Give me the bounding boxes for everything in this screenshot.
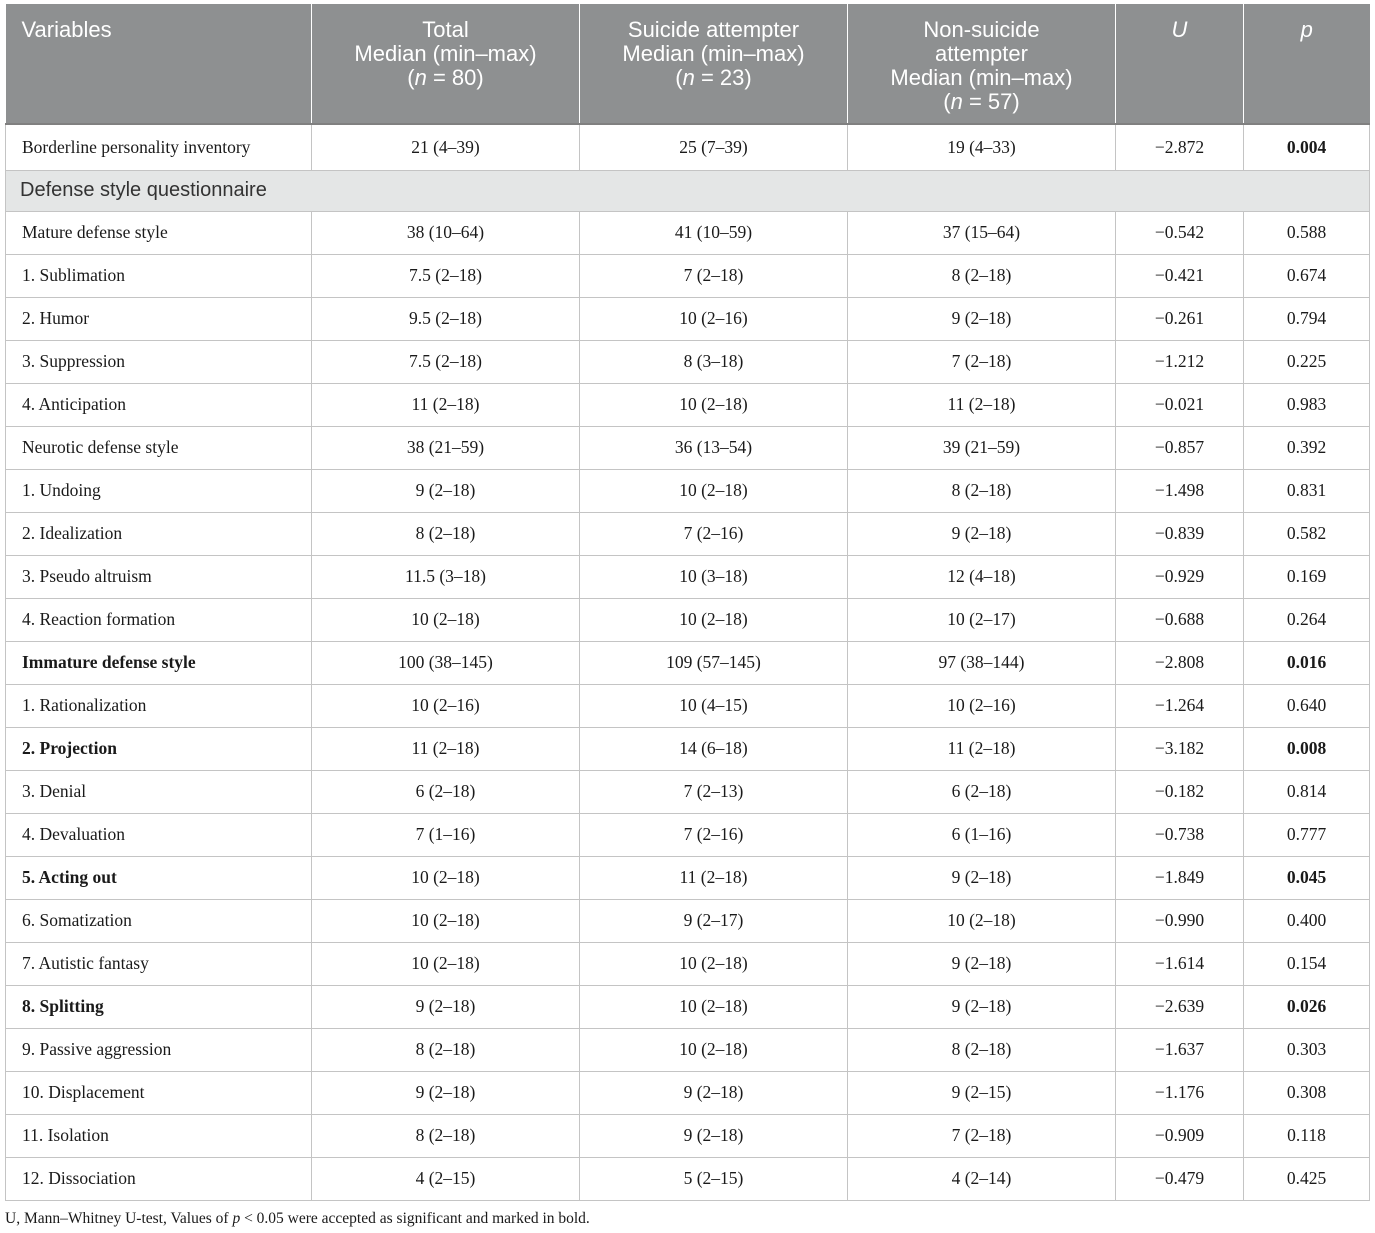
table-row [6,124,1370,170]
total-cell: 10 (2–18) [312,598,580,641]
table-row [6,297,1370,340]
variable-cell: 1. Rationalization [6,684,312,727]
variable-cell: 1. Sublimation [6,254,312,297]
table-row [6,1114,1370,1157]
non-attempter-cell: 8 (2–18) [848,469,1116,512]
total-cell: 21 (4–39) [312,124,580,170]
results-table [5,4,1370,1201]
p-cell: 0.400 [1244,899,1370,942]
attempter-cell: 10 (2–16) [580,297,848,340]
table-body [6,124,1370,1200]
non-attempter-cell: 10 (2–16) [848,684,1116,727]
non-attempter-cell: 9 (2–18) [848,512,1116,555]
attempter-cell: 7 (2–16) [580,512,848,555]
non-attempter-cell: 37 (15–64) [848,211,1116,254]
attempter-cell: 9 (2–17) [580,899,848,942]
p-cell: 0.308 [1244,1071,1370,1114]
total-cell: 8 (2–18) [312,512,580,555]
u-cell: −1.637 [1116,1028,1244,1071]
variable-cell: 8. Splitting [6,985,312,1028]
table-row [6,1028,1370,1071]
p-cell: 0.118 [1244,1114,1370,1157]
non-attempter-cell: 9 (2–18) [848,856,1116,899]
u-cell: −0.688 [1116,598,1244,641]
attempter-cell: 109 (57–145) [580,641,848,684]
u-cell: −1.498 [1116,469,1244,512]
u-cell: −1.614 [1116,942,1244,985]
u-cell: −0.857 [1116,426,1244,469]
table-row [6,426,1370,469]
table-row [6,254,1370,297]
table-row [6,856,1370,899]
table-row [6,899,1370,942]
variable-cell: 11. Isolation [6,1114,312,1157]
non-attempter-cell: 11 (2–18) [848,727,1116,770]
variable-cell: 3. Denial [6,770,312,813]
variable-cell: Borderline personality inventory [6,124,312,170]
total-cell: 7.5 (2–18) [312,254,580,297]
non-attempter-cell: 9 (2–18) [848,985,1116,1028]
total-cell: 10 (2–18) [312,856,580,899]
total-cell: 11 (2–18) [312,727,580,770]
total-cell: 11.5 (3–18) [312,555,580,598]
total-cell: 38 (21–59) [312,426,580,469]
u-cell: −2.639 [1116,985,1244,1028]
attempter-cell: 14 (6–18) [580,727,848,770]
variable-cell: 5. Acting out [6,856,312,899]
table-row [6,1071,1370,1114]
variable-cell: Mature defense style [6,211,312,254]
header-suicide-attempter: Suicide attempter Median (min–max) (n = 23) [580,4,848,124]
variable-cell: 9. Passive aggression [6,1028,312,1071]
attempter-cell: 9 (2–18) [580,1114,848,1157]
p-cell: 0.794 [1244,297,1370,340]
non-attempter-cell: 11 (2–18) [848,383,1116,426]
p-cell: 0.582 [1244,512,1370,555]
variable-cell: 10. Displacement [6,1071,312,1114]
total-cell: 100 (38–145) [312,641,580,684]
attempter-cell: 7 (2–13) [580,770,848,813]
variable-cell: Neurotic defense style [6,426,312,469]
table-row [6,813,1370,856]
u-cell: −1.264 [1116,684,1244,727]
table-header [6,4,1370,124]
u-cell: −1.212 [1116,340,1244,383]
total-cell: 9.5 (2–18) [312,297,580,340]
non-attempter-cell: 9 (2–15) [848,1071,1116,1114]
p-cell: 0.425 [1244,1157,1370,1200]
p-cell: 0.640 [1244,684,1370,727]
table-row [6,985,1370,1028]
p-cell: 0.392 [1244,426,1370,469]
u-cell: −0.929 [1116,555,1244,598]
total-cell: 6 (2–18) [312,770,580,813]
attempter-cell: 10 (2–18) [580,985,848,1028]
attempter-cell: 5 (2–15) [580,1157,848,1200]
attempter-cell: 7 (2–18) [580,254,848,297]
u-cell: −0.421 [1116,254,1244,297]
total-cell: 9 (2–18) [312,1071,580,1114]
total-cell: 8 (2–18) [312,1028,580,1071]
variable-cell: 4. Reaction formation [6,598,312,641]
variable-cell: Immature defense style [6,641,312,684]
table-row [6,942,1370,985]
attempter-cell: 10 (2–18) [580,942,848,985]
variable-cell: 7. Autistic fantasy [6,942,312,985]
p-cell: 0.814 [1244,770,1370,813]
section-row [6,170,1370,211]
total-cell: 8 (2–18) [312,1114,580,1157]
total-cell: 9 (2–18) [312,469,580,512]
attempter-cell: 25 (7–39) [580,124,848,170]
header-variables: Variables [6,4,312,124]
non-attempter-cell: 6 (2–18) [848,770,1116,813]
u-cell: −0.182 [1116,770,1244,813]
u-cell: −2.808 [1116,641,1244,684]
attempter-cell: 10 (2–18) [580,598,848,641]
u-cell: −2.872 [1116,124,1244,170]
total-cell: 7.5 (2–18) [312,340,580,383]
non-attempter-cell: 9 (2–18) [848,297,1116,340]
attempter-cell: 10 (2–18) [580,1028,848,1071]
attempter-cell: 9 (2–18) [580,1071,848,1114]
p-cell: 0.303 [1244,1028,1370,1071]
table-row [6,383,1370,426]
variable-cell: 12. Dissociation [6,1157,312,1200]
non-attempter-cell: 19 (4–33) [848,124,1116,170]
p-cell: 0.264 [1244,598,1370,641]
attempter-cell: 8 (3–18) [580,340,848,383]
table-row [6,512,1370,555]
variable-cell: 3. Suppression [6,340,312,383]
non-attempter-cell: 6 (1–16) [848,813,1116,856]
variable-cell: 1. Undoing [6,469,312,512]
attempter-cell: 10 (4–15) [580,684,848,727]
table-row [6,340,1370,383]
table-row [6,727,1370,770]
non-attempter-cell: 7 (2–18) [848,340,1116,383]
u-cell: −0.738 [1116,813,1244,856]
non-attempter-cell: 10 (2–17) [848,598,1116,641]
total-cell: 10 (2–16) [312,684,580,727]
variable-cell: 4. Devaluation [6,813,312,856]
total-cell: 10 (2–18) [312,899,580,942]
p-cell: 0.016 [1244,641,1370,684]
p-cell: 0.777 [1244,813,1370,856]
total-cell: 10 (2–18) [312,942,580,985]
non-attempter-cell: 7 (2–18) [848,1114,1116,1157]
header-non-suicide-attempter: Non-suicide attempter Median (min–max) (n = 57) [848,4,1116,124]
table-row [6,211,1370,254]
table-row [6,641,1370,684]
section-label: Defense style questionnaire [6,170,1370,211]
u-cell: −0.839 [1116,512,1244,555]
u-cell: −1.849 [1116,856,1244,899]
non-attempter-cell: 9 (2–18) [848,942,1116,985]
table-footnote: U, Mann–Whitney U-test, Values of p < 0.05 were accepted as significant and marked in bold. [5,1210,590,1227]
non-attempter-cell: 97 (38–144) [848,641,1116,684]
variable-cell: 3. Pseudo altruism [6,555,312,598]
non-attempter-cell: 8 (2–18) [848,254,1116,297]
total-cell: 4 (2–15) [312,1157,580,1200]
non-attempter-cell: 12 (4–18) [848,555,1116,598]
non-attempter-cell: 39 (21–59) [848,426,1116,469]
attempter-cell: 10 (3–18) [580,555,848,598]
table-row [6,555,1370,598]
total-cell: 9 (2–18) [312,985,580,1028]
attempter-cell: 36 (13–54) [580,426,848,469]
p-cell: 0.008 [1244,727,1370,770]
total-cell: 11 (2–18) [312,383,580,426]
p-cell: 0.169 [1244,555,1370,598]
p-cell: 0.045 [1244,856,1370,899]
p-cell: 0.225 [1244,340,1370,383]
variable-cell: 2. Idealization [6,512,312,555]
attempter-cell: 41 (10–59) [580,211,848,254]
non-attempter-cell: 10 (2–18) [848,899,1116,942]
attempter-cell: 7 (2–16) [580,813,848,856]
variable-cell: 2. Humor [6,297,312,340]
attempter-cell: 10 (2–18) [580,469,848,512]
variable-cell: 2. Projection [6,727,312,770]
attempter-cell: 10 (2–18) [580,383,848,426]
u-cell: −0.479 [1116,1157,1244,1200]
p-cell: 0.983 [1244,383,1370,426]
variable-cell: 4. Anticipation [6,383,312,426]
table-row [6,469,1370,512]
total-cell: 38 (10–64) [312,211,580,254]
p-cell: 0.026 [1244,985,1370,1028]
table-row [6,598,1370,641]
non-attempter-cell: 4 (2–14) [848,1157,1116,1200]
non-attempter-cell: 8 (2–18) [848,1028,1116,1071]
p-cell: 0.004 [1244,124,1370,170]
u-cell: −1.176 [1116,1071,1244,1114]
attempter-cell: 11 (2–18) [580,856,848,899]
u-cell: −0.261 [1116,297,1244,340]
total-cell: 7 (1–16) [312,813,580,856]
p-cell: 0.674 [1244,254,1370,297]
p-cell: 0.588 [1244,211,1370,254]
table-row [6,770,1370,813]
u-cell: −0.909 [1116,1114,1244,1157]
header-p: p [1244,4,1370,124]
u-cell: −0.021 [1116,383,1244,426]
u-cell: −0.542 [1116,211,1244,254]
header-total: Total Median (min–max) (n = 80) [312,4,580,124]
u-cell: −3.182 [1116,727,1244,770]
header-u: U [1116,4,1244,124]
table-row [6,684,1370,727]
p-cell: 0.154 [1244,942,1370,985]
variable-cell: 6. Somatization [6,899,312,942]
u-cell: −0.990 [1116,899,1244,942]
p-cell: 0.831 [1244,469,1370,512]
table-row [6,1157,1370,1200]
